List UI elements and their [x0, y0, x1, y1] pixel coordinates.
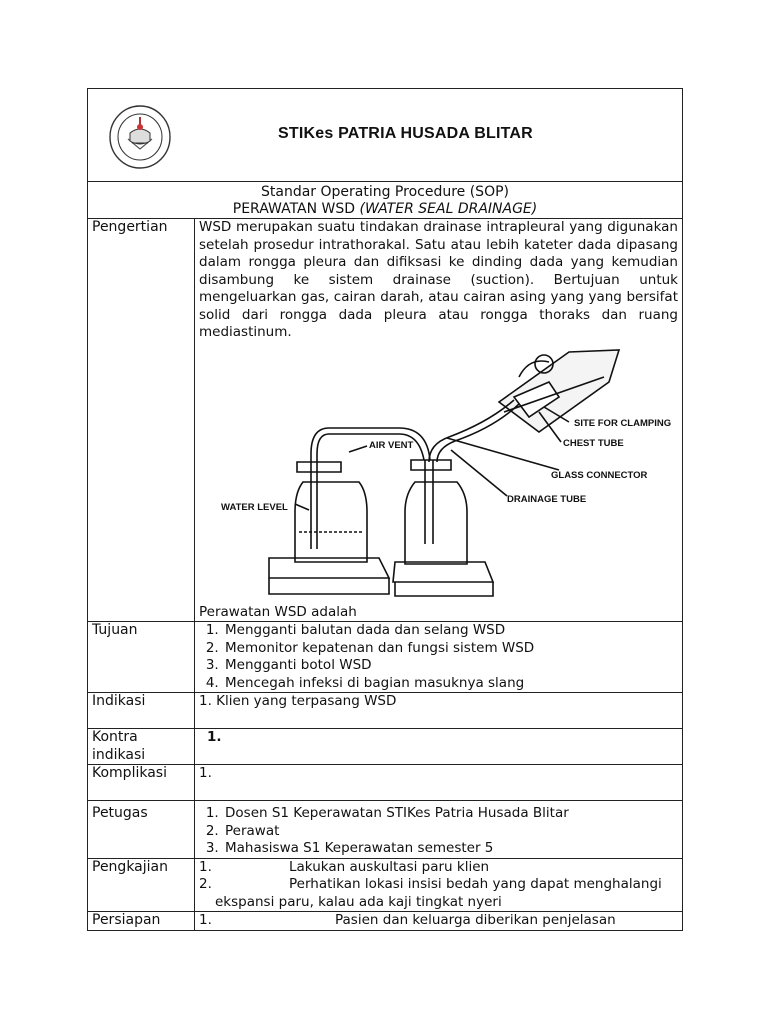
sop-title-row — [88, 182, 683, 219]
sop-title: Standar Operating Procedure (SOP) — [260, 184, 509, 200]
pengkajian-item-1: 1. Lakukan auskultasi paru klien — [199, 858, 490, 875]
label-pengkajian: Pengkajian — [88, 858, 195, 912]
label-tujuan: Tujuan — [88, 622, 195, 693]
figure-caption: Perawatan WSD adalah — [199, 603, 357, 620]
label-glass-connector: GLASS CONNECTOR — [551, 469, 648, 481]
label-pengertian: Pengertian — [88, 219, 195, 622]
list-item: 2. Perawat — [223, 823, 678, 841]
label-komplikasi: Komplikasi — [88, 765, 195, 801]
sop-subtitle: PERAWATAN WSD (WATER SEAL DRAINAGE) — [232, 201, 538, 217]
row-indikasi — [88, 693, 683, 729]
label-drainage-tube: DRAINAGE TUBE — [507, 493, 587, 505]
header-row — [88, 89, 683, 182]
label-petugas: Petugas — [88, 801, 195, 859]
row-komplikasi — [88, 765, 683, 801]
wsd-figure — [199, 342, 678, 604]
list-item: 3. Mengganti botol WSD — [223, 657, 678, 675]
sop-document — [87, 88, 682, 931]
petugas-list — [199, 805, 678, 858]
pengkajian-item-2: 2. Perhatikan lokasi insisi bedah yang dapat menghalangi — [199, 876, 662, 892]
label-air-vent: AIR VENT — [369, 439, 414, 451]
label-indikasi: Indikasi — [88, 693, 195, 729]
list-item: 2. Memonitor kepatenan dan fungsi sistem WSD — [223, 640, 678, 658]
institution-name: STIKes PATRIA HUSADA BLITAR — [278, 125, 533, 142]
list-item: 1. Mengganti balutan dada dan selang WSD — [223, 622, 678, 640]
kontra-text: 1. — [195, 729, 683, 765]
pengkajian-item-2-cont: ekspansi paru, kalau ada kaji tingkat nyeri — [215, 893, 502, 910]
list-item: 1. Dosen S1 Keperawatan STIKes Patria Husada Blitar — [223, 805, 678, 823]
row-pengkajian — [88, 858, 683, 912]
wsd-illustration — [199, 342, 679, 604]
institution-logo-icon — [108, 105, 172, 169]
list-item: 4. Mencegah infeksi di bagian masuknya slang — [223, 675, 678, 693]
row-tujuan — [88, 622, 683, 693]
sop-table — [87, 88, 683, 931]
row-pengertian — [88, 219, 683, 622]
label-chest-tube: CHEST TUBE — [563, 437, 624, 449]
label-site-for-clamping: SITE FOR CLAMPING — [574, 417, 672, 429]
label-persiapan: Persiapan — [88, 912, 195, 931]
persiapan-item-1: 1. Pasien dan keluarga diberikan penjelasan — [199, 912, 616, 928]
label-kontra-indikasi: Kontra indikasi — [88, 729, 195, 765]
komplikasi-text: 1. — [195, 765, 683, 801]
tujuan-list — [199, 622, 678, 692]
list-item: 3. Mahasiswa S1 Keperawatan semester 5 — [223, 840, 678, 858]
row-kontra — [88, 729, 683, 765]
indikasi-text: 1. Klien yang terpasang WSD — [195, 693, 683, 729]
pengertian-text: WSD merupakan suatu tindakan drainase intrapleural yang digunakan setelah prosedur intrathorakal. Satu atau lebih kateter dada dipasang dalam rongga pleura dan difiksasi ke dinding dada yang kemudian disambung ke sistem drainase (suction). Bertujuan untuk mengeluarkan gas, cairan darah, atau cairan asing yang yang bersifat solid dari rongga dada pleura atau rongga thoraks dan ruang mediastinum. — [199, 219, 678, 340]
label-water-level: WATER LEVEL — [221, 501, 288, 513]
row-petugas — [88, 801, 683, 859]
row-persiapan — [88, 912, 683, 931]
